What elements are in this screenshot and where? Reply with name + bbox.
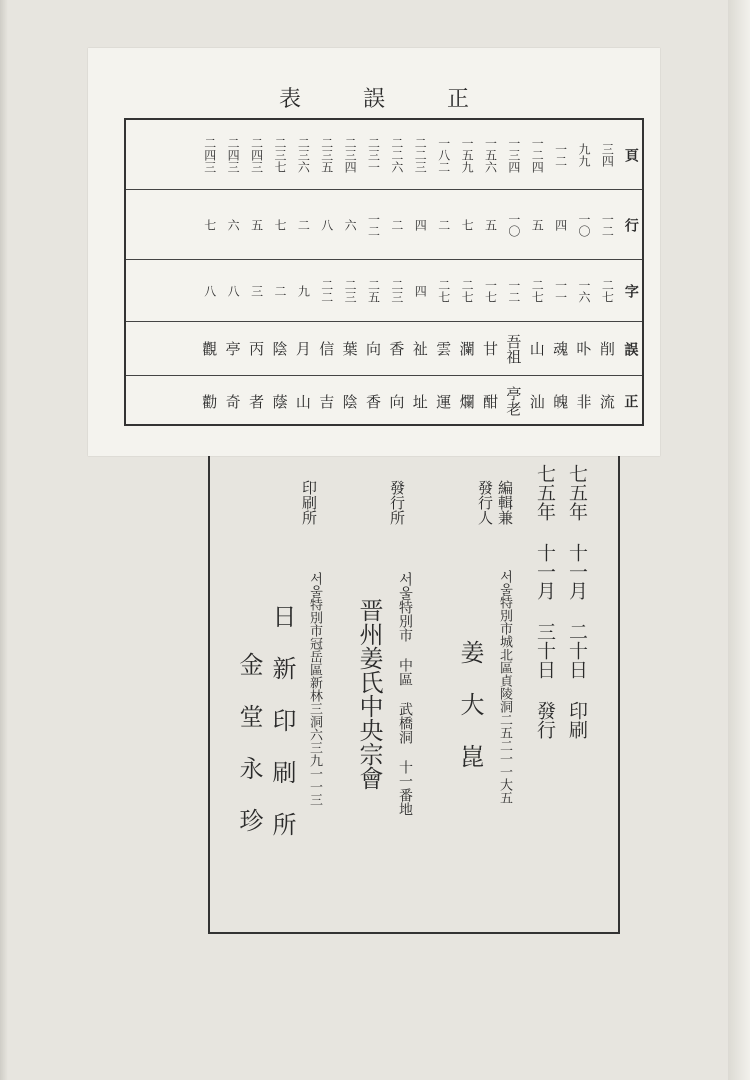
errata-header-right: 正 <box>622 394 639 408</box>
errata-cell-right: 香 <box>364 393 383 409</box>
errata-cell-page: 一八二 <box>436 136 451 173</box>
publisher-address: 서울特別市 中區 武橋洞 十一番地 <box>397 572 413 816</box>
errata-cell-wrong: 吾祖 <box>504 333 523 364</box>
errata-title-char: 正 <box>447 87 470 112</box>
errata-cell-wrong: 雲 <box>434 341 453 356</box>
errata-cell-char: 三 <box>249 284 264 297</box>
errata-cell-right: 流 <box>597 393 616 409</box>
errata-cell-right: 者 <box>247 393 266 409</box>
errata-cell-line: 七 <box>272 218 287 231</box>
errata-cell-char: 八 <box>226 284 241 297</box>
errata-row-right <box>126 376 642 426</box>
errata-cell-wrong: 觀 <box>200 341 219 356</box>
errata-cell-line: 四 <box>413 218 428 231</box>
errata-cell-page: 二二三 <box>413 136 428 173</box>
errata-cell-wrong: 祉 <box>410 341 429 356</box>
errata-cell-wrong: 向 <box>364 341 383 356</box>
editor-address: 서울特別市城北區貞陵洞二五二一一大五 <box>497 570 512 804</box>
errata-cell-page: 二二六 <box>389 136 404 173</box>
publish-date: 七五年 十一月 三十日 發行 <box>534 464 556 739</box>
page-edge <box>728 0 750 1080</box>
errata-cell-wrong: 山 <box>527 341 546 356</box>
editor-label-2: 發行人 <box>476 480 494 525</box>
errata-row-page <box>126 120 642 190</box>
errata-cell-page: 一三四 <box>506 136 521 173</box>
errata-cell-line: 二 <box>296 218 311 231</box>
errata-cell-page: 九九 <box>577 142 592 167</box>
errata-cell-line: 五 <box>483 218 498 231</box>
errata-slip <box>88 48 660 456</box>
editor-name: 姜 大 崑 <box>456 640 484 768</box>
errata-cell-page: 二三六 <box>296 136 311 173</box>
errata-cell-right: 向 <box>387 393 406 409</box>
errata-cell-line: 二 <box>436 218 451 231</box>
errata-cell-wrong: 瀾 <box>457 341 476 356</box>
errata-header-line: 行 <box>622 217 639 232</box>
printer-address: 서울特別市冠岳區新林三洞六三九一一三 <box>307 572 322 806</box>
errata-title-char: 表 <box>278 87 301 112</box>
errata-cell-right: 亭老 <box>504 386 523 416</box>
errata-cell-wrong: 亭 <box>223 341 242 356</box>
errata-cell-wrong: 信 <box>317 341 336 356</box>
errata-title-char: 誤 <box>362 87 385 112</box>
errata-cell-char: 九 <box>296 284 311 297</box>
errata-cell-page: 二四三 <box>202 136 217 173</box>
printer-person: 金 堂 永 珍 <box>235 652 263 832</box>
errata-cell-page: 一五九 <box>460 136 475 173</box>
publisher-name: 晋州姜氏中央宗會 <box>355 598 383 790</box>
errata-cell-right: 吉 <box>317 393 336 409</box>
errata-cell-wrong: 月 <box>293 341 312 356</box>
errata-cell-line: 六 <box>343 218 358 231</box>
print-date: 七五年 十一月 二十日 印刷 <box>566 464 588 739</box>
errata-cell-char: 二七 <box>600 278 615 303</box>
errata-cell-right: 址 <box>410 393 429 409</box>
errata-cell-line: 四 <box>553 218 568 231</box>
errata-cell-right: 非 <box>574 393 593 409</box>
errata-cell-page: 二三四 <box>343 136 358 173</box>
errata-cell-page: 二三五 <box>319 136 334 173</box>
errata-cell-right: 汕 <box>527 393 546 409</box>
errata-cell-char: 二 <box>272 284 287 297</box>
errata-cell-page: 一二四 <box>530 136 545 173</box>
errata-cell-char: 二五 <box>366 278 381 303</box>
errata-cell-line: 七 <box>460 218 475 231</box>
errata-table <box>124 118 644 426</box>
errata-cell-char: 一二 <box>506 278 521 303</box>
errata-cell-line: 五 <box>530 218 545 231</box>
errata-cell-char: 一六 <box>577 278 592 303</box>
errata-cell-line: 一〇 <box>506 212 521 237</box>
errata-cell-line: 一〇 <box>577 212 592 237</box>
errata-cell-char: 二三 <box>343 278 358 303</box>
errata-cell-right: 魄 <box>551 393 570 409</box>
errata-cell-right: 酣 <box>480 393 499 409</box>
errata-cell-page: 二三一 <box>366 136 381 173</box>
errata-cell-page: 二三七 <box>272 136 287 173</box>
errata-cell-line: 五 <box>249 218 264 231</box>
errata-cell-page: 二四三 <box>226 136 241 173</box>
errata-cell-right: 運 <box>434 393 453 409</box>
errata-cell-line: 七 <box>202 218 217 231</box>
errata-header-page: 頁 <box>622 147 639 162</box>
errata-cell-char: 二七 <box>460 278 475 303</box>
editor-label: 編輯兼 <box>496 480 514 525</box>
errata-cell-wrong: 丙 <box>247 341 266 356</box>
errata-header-char: 字 <box>622 283 639 298</box>
errata-row-line <box>126 190 642 260</box>
errata-cell-line: 一二 <box>366 212 381 237</box>
printer-label: 印刷所 <box>300 480 318 525</box>
errata-cell-char: 一七 <box>483 278 498 303</box>
errata-cell-char: 四 <box>413 284 428 297</box>
errata-cell-wrong: 魂 <box>551 341 570 356</box>
page-gutter-shadow <box>0 0 8 1080</box>
errata-cell-wrong: 葉 <box>340 341 359 356</box>
errata-cell-right: 奇 <box>223 393 242 409</box>
errata-cell-line: 一二 <box>600 212 615 237</box>
errata-cell-right: 山 <box>293 393 312 409</box>
errata-cell-line: 八 <box>319 218 334 231</box>
errata-cell-line: 二 <box>389 218 404 231</box>
errata-row-wrong <box>126 322 642 376</box>
errata-cell-char: 二三 <box>389 278 404 303</box>
printer-name: 日 新 印 刷 所 <box>268 604 296 836</box>
errata-cell-char: 八 <box>202 284 217 297</box>
errata-cell-wrong: 甘 <box>480 341 499 356</box>
errata-cell-wrong: 削 <box>597 341 616 356</box>
errata-cell-wrong: 陰 <box>270 341 289 356</box>
errata-cell-right: 陰 <box>340 393 359 409</box>
errata-cell-page: 一二 <box>553 142 568 167</box>
errata-cell-char: 二七 <box>530 278 545 303</box>
errata-cell-right: 爛 <box>457 393 476 409</box>
errata-cell-char: 二七 <box>436 278 451 303</box>
errata-cell-right: 蔭 <box>270 393 289 409</box>
errata-cell-wrong: 卟 <box>574 341 593 356</box>
errata-row-char <box>126 260 642 322</box>
publisher-label: 發行所 <box>388 480 406 525</box>
errata-title <box>88 82 660 112</box>
errata-header-wrong: 誤 <box>622 341 639 356</box>
errata-cell-char: 二二 <box>319 278 334 303</box>
colophon-box <box>208 456 620 934</box>
errata-cell-page: 三四 <box>600 142 615 167</box>
errata-cell-right: 勸 <box>200 393 219 409</box>
errata-cell-wrong: 香 <box>387 341 406 356</box>
errata-cell-page: 一五六 <box>483 136 498 173</box>
errata-cell-page: 二四三 <box>249 136 264 173</box>
errata-cell-char: 一一 <box>553 278 568 303</box>
errata-cell-line: 六 <box>226 218 241 231</box>
